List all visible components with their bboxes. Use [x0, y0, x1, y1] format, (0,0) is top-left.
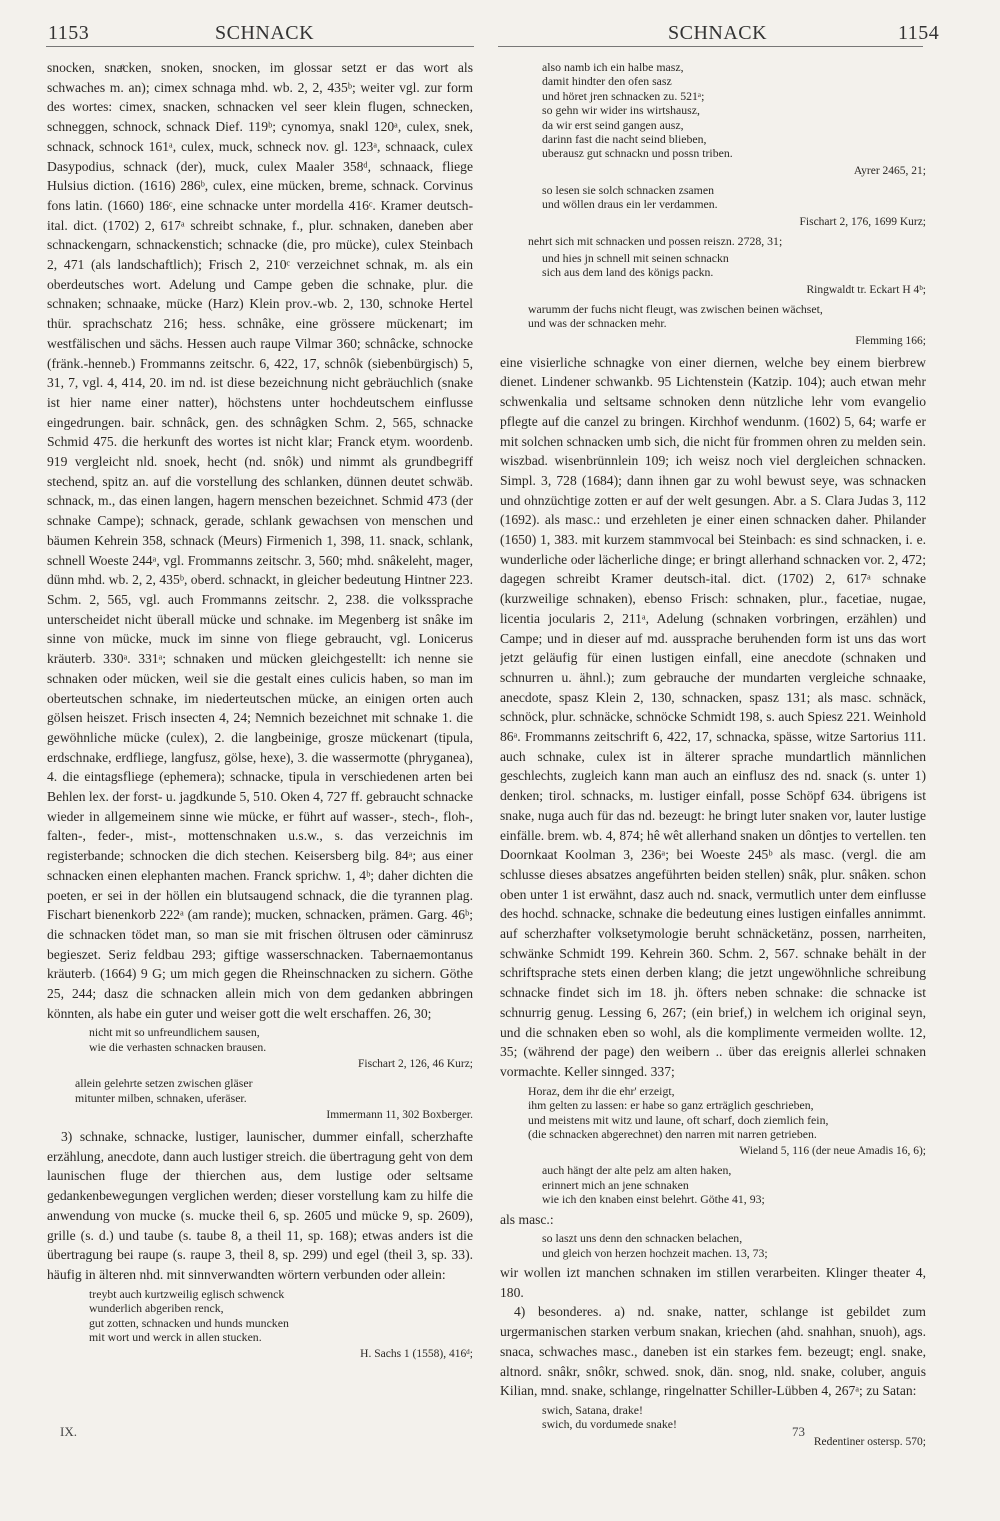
verse-quote: allein gelehrte setzen zwischen gläser mitunter milben, schnaken, uferäser. [75, 1076, 253, 1105]
quote-source: Ringwaldt tr. Eckart H 4ᵇ; [806, 283, 926, 296]
right-column [500, 58, 926, 1453]
header-rule-right [498, 46, 923, 47]
verse-quote: nehrt sich mit schnacken und possen reiszn. 2728, 31; [528, 233, 783, 248]
verse-quote: so laszt uns denn den schnacken belachen, und gleich von herzen hochzeit machen. 13, 73; [542, 1231, 768, 1260]
right-running-title: SCHNACK [668, 22, 768, 44]
entry-paragraph: 4) besonderes. a) nd. snake, natter, schlange ist gebildet zum urgermanischen starken verbum snakan, kriechen (ahd. snahhan, snuoh), ags. snaca, schwaches masc., daneben ist ein starkes fem. bezeugt; engl. snake, altnord. snâkr, snôkr, schwed. snok, dän. snog, nld. snake, coluber, anguis Kilian, mnd. snake, schlange, ringelnatter Schiller-Lübben 4, 267ᵃ; zu Satan: [500, 1304, 926, 1399]
left-running-title: SCHNACK [215, 22, 315, 44]
verse-quote: also namb ich ein halbe masz, damit hindter den ofen sasz und höret jren schnacken zu. 521ᵃ; so gehn wir wider ins wirtshausz, da wir erst seind gangen ausz, darinn fast die nacht seind blieben, uberausz gut schnackn und possn triben. [542, 60, 733, 161]
quote-source: Flemming 166; [855, 334, 926, 347]
verse-quote: Horaz, dem ihr die ehr' erzeigt, ihm gelten zu lassen: er habe so ganz erträglich geschrieben, und meistens mit witz und laune, oft scharf, doch ziemlich fein, (die schnacken abgerechnet) den narren mit narren getrieben. [528, 1083, 829, 1141]
verse-quote: swich, Satana, drake! swich, du vordumede snake! [542, 1402, 677, 1432]
verse-quote: und hies jn schnell mit seinen schnackn sich aus dem land des königs packn. [542, 251, 729, 280]
quote-source: Immermann 11, 302 Boxberger. [326, 1109, 473, 1122]
left-page-number: 1153 [48, 22, 90, 44]
sheet-number: 73 [792, 1424, 805, 1439]
verse-quote: so lesen sie solch schnacken zsamen und wöllen draus ein ler verdammen. [542, 182, 718, 212]
verse-quote: nicht mit so unfreundlichem sausen, wie die verhasten schnacken brausen. [89, 1025, 267, 1054]
verse-quote: auch hängt der alte pelz am alten haken, erinnert mich an jene schnaken wie ich den knaben einst belehrt. Göthe 41, 93; [542, 1163, 765, 1207]
verse-quote: warumm der fuchs nicht fleugt, was zwischen beinen wächset, und was der schnacken mehr. [528, 301, 823, 331]
entry-paragraph: 3) schnake, schnacke, lustiger, launischer, dummer einfall, scherzhafte erzählung, anecdote, dann auch lustiger streich. die übertragung geht von dem launischen fluge der thierchen aus, dem lustige oder seltsame gedankenbewegungen verglichen werden; dieser vorstellung kam zu hilfe die anwendung von mucke (s. mucke theil 6, sp. 2605 und mücke 9, sp. 2609), grille (s. d.) und taube (s. taube 8, a theil 11, sp. 168); etwas anders ist die übertragung bei raupe (s. raupe 3, theil 8, sp. 299) und egel (theil 3, sp. 33). häufig in älteren nhd. mit sinnverwandten wörtern verbunden oder allein: [47, 1129, 473, 1282]
entry-paragraph: snocken, snaͤcken, snoken, snocken, im glossar setzt er das wort als schwaches m. an); cimex schnaga mhd. wb. 2, 2, 435ᵇ; weiter vgl. zur form des wortes: cimex, snacken, schnacken vel seer klein flugen, schnecken, schneggen, schnock, schnack Dief. 119ᵇ; cynomya, snakl 120ᵃ, culex, snek, schnack, schnock 161ᵃ, culex, muck, schneck nov. gl. 123ᵃ, schnaack, culex Dasypodius, schnack (der), muck, culex Maaler 358ᵈ, schnaack, fliege Hulsius diction. (1616) 286ᵇ, culex, eine mücken, breme, schnack. Corvinus fons latin. (1660) 186ᶜ, eine schnacke unter mordella 416ᶜ. Kramer deutsch-ital. dict. (1702) 2, 617ᵃ schreibt schnake, f., plur. schnaken, daneben aber schnackengarn, schnackenstich; schnacke (die, pro mücke), culex Steinbach 2, 471 (als landschaftlich); Frisch 2, 210ᶜ verzeichnet schnak, m. als ein oberdeutsches wort. Adelung und Campe geben die schnake, plur. die schnaken; schnaake, mücke (Harz) Klein prov.-wb. 2, 130, schnoke Hertel thür. sprachschatz 216; hess. schnâke, eine grössere mückenart; im westfälischen und sächs. Hessen auch raupe Vilmar 360; schnâcke, schnocke (fränk.-henneb.) Frommanns zeitschr. 6, 422, 17, schnôk (siebenbürgisch) 5, 31, 7, vgl. 4, 414, 20. im nd. ist diese bezeichnung nicht gebräuchlich (snake ist hier name einer natter), höchstens unter hochdeutschem einflusse eingedrungen. bair. schnâck, gen. des schnâgken Schm. 2, 565, schnacke Schmid 475. die herkunft des wortes ist nicht klar; Franck etym. woordenb. 919 vergleicht nld. snoek, hecht (nd. snôk) und nimmt als grundbegriff stechend, spitz an. auf die vorstellung des schlanken, dünnen deutet schwäb. schnack, m., das einen langen, hagern menschen bezeichnet. Schmid 473 (der schnake Campe); schnack, gerade, schlank gewachsen von menschen und bäumen Kehrein 358, schnack (Meurs) Firmenich 1, 398, 11. snack, schlank, schnell Woeste 244ᵃ, vgl. Frommanns zeitschr. 3, 560; mhd. snâkeleht, mager, dünn mhd. wb. 2, 2, 435ᵇ, oberd. schnackt, in gleicher bedeutung Hintner 223. Schm. 2, 565, vgl. auch Frommanns zeitschr. 2, 238. die volkssprache unterscheidet nicht überall mücke und schnake. im Megenberg ist snâke im sinne von mücke, muck im sinne von fliege gebraucht, vgl. Lonicerus kräuterb. 330ᵃ. 331ᵃ; schnaken und mücken gleichgestellt: ich nenne sie schnaken oder mücken, weil sie die gestalt eines culicis haben, so man im oberteutschen schnake, im niederteutschen mücke, an einigen orten auch gölsen heiszet. Frisch insecten 4, 24; Nemnich bezeichnet mit schnake 1. die gewöhnliche mücke (culex), 2. die langbeinige, grosze mückenart (tipula, erdschnake, erdfliege, langfusz, gölse, hexe), 3. die wassermotte (phryganea), 4. die eintagsfliege (ephemera); schnacke, tipula in verschiedenen arten bei Behlen lex. der forst- u. jagdkunde 5, 510. Oken 4, 727 ff. gebraucht schnacke wieder in allgemeinem sinne wie mücke, er führt auf wasser-, stech-, floh-, falten-, feder-, mist-, mottenschnaken u.s.w., s. das verzeichnis im registerbande; schnocken die dich stechen. Keisersberg bilg. 84ᵃ; aus einer schnacken einen elephanten machen. Franck sprichw. 1, 4ᵇ; daher dichten die poeten, er sei in der höllen ein blutsaugend schnack, die die tyrannen plag. Fischart bienenkorb 222ᵃ (am rande); mucken, schnacken, prämen. Garg. 46ᵇ; die schnacken tödet man, so man sie mit frischen öltrusen oder cäminrusz begieszet. Seriz feldbau 293; giftige wasserschnacken. Tabernaemontanus kräuterb. (1664) 9 G; um mich gegen die Rheinschnacken zu sichern. Göthe 25, 244; dasz die schnacken allein mich von dem gedanken abbringen könnten, als habe ein guter und weiser gott die welt erschaffen. 26, 30; [47, 60, 473, 1021]
quote-source: Fischart 2, 126, 46 Kurz; [358, 1058, 473, 1071]
quote-source: Redentiner ostersp. 570; [813, 1435, 926, 1448]
entry-paragraph: wir wollen izt manchen schnaken im stillen verarbeiten. Klinger theater 4, 180. [500, 1265, 926, 1300]
signature-mark: IX. [60, 1424, 77, 1439]
quote-source: Fischart 2, 176, 1699 Kurz; [799, 215, 926, 228]
quote-source: H. Sachs 1 (1558), 416ᵈ; [360, 1348, 473, 1361]
quote-source: Ayrer 2465, 21; [853, 164, 926, 177]
verse-quote: treybt auch kurtzweilig eglisch schwenck wunderlich abgeriben renck, gut zotten, schnacken und hunds muncken mit wort und werck in allen stucken. [89, 1286, 289, 1344]
quote-source: Wieland 5, 116 (der neue Amadis 16, 6); [739, 1145, 926, 1158]
entry-paragraph: als masc.: [500, 1211, 554, 1227]
left-column [47, 58, 473, 1453]
header-rule-left [46, 46, 474, 47]
entry-paragraph: eine visierliche schnagke von einer diernen, welche bey einem bierbrew dienet. Lindener schwankb. 95 Lichtenstein (Katzip. 104); auch etwan mehr schwenkalia und seltsame schnoken denn nützliche lehr vom evangelio pflegte auf die canzel zu bringen. Kirchhof wendunm. (1602) 5, 64; warfe er mit solchen schnacken umb sich, die nicht für frommen ohren zu melden sein. wiszbad. wisenbrünnlein 109; ich weisz noch viel dergleichen schnacken. Simpl. 3, 728 (1684); dann ihnen gar zu wohl bewust seye, was schnacken und ohnzüchtige zotten er auf der welt gesungen. Abr. a S. Clara Judas 3, 112 (1692). als masc.: und erzehleten je einer einen schnacken daher. Philander (1650) 1, 383. mit kurzem stammvocal bei Steinbach: es sind schnacken, i. e. wunderliche oder lächerliche dinge; er bringt allerhand schnacken vor. 2, 472; dagegen schreibt Kramer deutsch-ital. dict. (1702) 2, 617ᵃ schnake (kurzweilige schnaken), ebenso Frisch: schnaken, plur., facetiae, nugae, licentia jocularis 2, 211ᵃ, Adelung (schnaken vorbringen, erzählen) und Campe; und in dieser auf md. aussprache beruhenden form ist uns das wort jetzt geläufig für einen lustigen einfall, eine anecdote (schnaken und schnurren u. ähnl.); zum gebrauche der mundarten vergleiche schnaake, anecdote, spasz Klein 2, 130, schnacken, spasz 131; als masc. schnäck, schnöck, plur. schnäcke, schnöcke Schmidt 198, s. auch Spiesz 221. Weinhold 86ᵃ. Frommanns zeitschrift 6, 422, 17, schnacka, spässe, witze Sartorius 111. auch schnake, culex ist in älterer sprache mundartlich männlichen geschlechts, zugleich kann man auch an einflusz des nd. snack (s. unter 1) denken; tirol. schnacks, m. lustiger einfall, posse Schöpf 634. übrigens ist snake, nuga auch für das nd. bezeugt: he bringt luter snaken vor, lauter lustige einfälle. brem. wb. 4, 874; hê wêt allerhand snaken un dôntjes to vertellen. ten Doornkaat Koolman 3, 236ᵃ; bei Woeste 245ᵇ als masc. (vergl. die am schlusse dieses absatzes angeführten beiden stellen) snâk, plur. snâken. schon oben unter 1 ist erwähnt, dasz auch nd. snack, vermutlich unter dem einflusse des hochd. schnacke, schnake die bedeutung eines lustigen einfalles annimmt. auf scherzhafter volksetymologie beruht schnäcketänz, possen, narrheiten, schwänke Schmidt 199. Kehrein 360. Schm. 2, 567. schnake behält in der schriftsprache stets einen derben klang; die jetzt ungewöhnliche schreibung schnacke findet sich im 18. jh. öfters neben schnake: die schnacke ist schnurrig genug. Lessing 6, 267; (ein brief,) in welchem ich original seyn, und die schnaken eben so wohl, als die komplimente vermeiden wollte. 12, 35; (während der page) den weibern .. über das ereignis allerlei schnaken vormachte. Keller sinnged. 337; [500, 354, 926, 1079]
right-page-number: 1154 [898, 22, 940, 44]
